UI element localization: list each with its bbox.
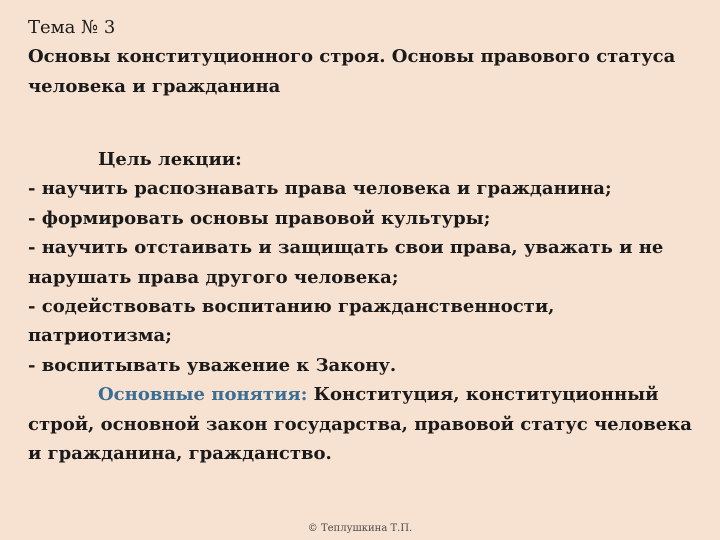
goal-heading: Цель лекции:: [98, 149, 242, 170]
lecture-body: [28, 145, 698, 468]
concepts-paragraph: [28, 380, 698, 468]
copyright-footer: © Теплушкина Т.П.: [307, 523, 413, 534]
topic-title: Основы конституционного строя. Основы правового статуса человека и гражданина: [28, 46, 676, 97]
goal-item: - формировать основы правовой культуры;: [28, 207, 491, 229]
slide-header: [28, 14, 698, 102]
topic-number: Тема № 3: [28, 17, 116, 38]
concepts-label: Основные понятия:: [98, 384, 308, 406]
goal-item: - содействовать воспитанию гражданственности, патриотизма;: [28, 296, 555, 347]
goal-item: - воспитывать уважение к Закону.: [28, 354, 397, 376]
goal-item: - научить распознавать права человека и гражданина;: [28, 178, 612, 200]
goal-item: - научить отстаивать и защищать свои права, уважать и не нарушать права другого человека;: [28, 237, 664, 288]
concepts-text: Конституция, конституционный строй, основной закон государства, правовой статус человека и гражданина, гражданство.: [28, 384, 692, 465]
